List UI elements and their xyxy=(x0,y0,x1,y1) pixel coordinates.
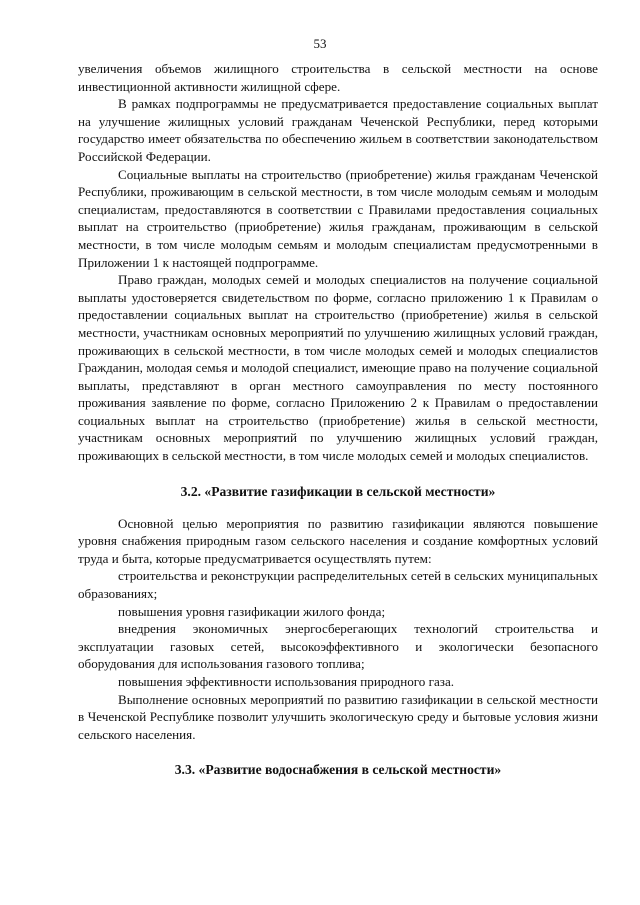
paragraph: повышения эффективности использования природного газа. xyxy=(118,674,455,689)
paragraph: строительства и реконструкции распределительных сетей в сельских муниципальных образованиях; xyxy=(78,568,598,602)
paragraph: увеличения объемов жилищного строительства в сельской местности на основе инвестиционной активности жилищной сфере. xyxy=(78,61,598,94)
paragraph: Право граждан, молодых семей и молодых специалистов на получение социальной выплаты удостоверяется свидетельством по форме, согласно приложению 1 к Правилам о предоставлении социальных выплат на строительство (приобретение) жилья в сельской местности, участникам основных мероприятий по улучшению жилищных условий граждан, проживающих в сельской местности, в том числе молодых семей и молодых специалистов Гражданин, молодая семья и молодой специалист, имеющие право на получение социальной выплаты, представляют в орган местного самоуправления по месту постоянного проживания заявление по форме, согласно Приложению 2 к Правилам о предоставлении социальных выплат на строительство (приобретение) жилья в сельской местности, участникам основных мероприятий по улучшению жилищных условий граждан, проживающих в сельской местности, в том числе молодых семей и молодых специалистов. xyxy=(78,272,598,464)
paragraph: В рамках подпрограммы не предусматривается предоставление социальных выплат на улучшение жилищных условий гражданам Чеченской Республики, перед которыми государство имеет обязательства по обеспечению жильем в соответствии законодательством Российской Федерации. xyxy=(78,96,598,164)
paragraph: повышения уровня газификации жилого фонда; xyxy=(118,603,386,619)
document-body xyxy=(78,60,598,793)
paragraph: Социальные выплаты на строительство (приобретение) жилья гражданам Чеченской Республики, проживающим в сельской местности, в том числе молодым семьям и молодым специалистам, предоставляются в соответствии с Правилами предоставления социальных выплат на строительство (приобретение) жилья гражданам, проживающим в сельской местности, в том числе молодым семьям и молодым специалистам предусмотренными в Приложении 1 к настоящей подпрограмме. xyxy=(78,166,598,270)
section-heading-gasification: 3.2. «Развитие газификации в сельской местности» xyxy=(180,483,496,499)
paragraph: внедрения экономичных энергосберегающих технологий строительства и эксплуатации газовых сетей, высокоэффективного и экологически безопасного оборудования для использования газового топлива; xyxy=(78,621,598,672)
section-heading-water-supply: 3.3. «Развитие водоснабжения в сельской местности» xyxy=(174,762,502,778)
page-number: 53 xyxy=(313,36,327,51)
paragraph: Основной целью мероприятия по развитию газификации являются повышение уровня снабжения природным газом сельского населения и создание комфортных условий труда и быта, которые предусматривается осуществлять путем: xyxy=(78,515,598,566)
paragraph: Выполнение основных мероприятий по развитию газификации в сельской местности в Чеченской Республике позволит улучшить экологическую среду и бытовые условия жизни сельского населения. xyxy=(78,691,598,742)
